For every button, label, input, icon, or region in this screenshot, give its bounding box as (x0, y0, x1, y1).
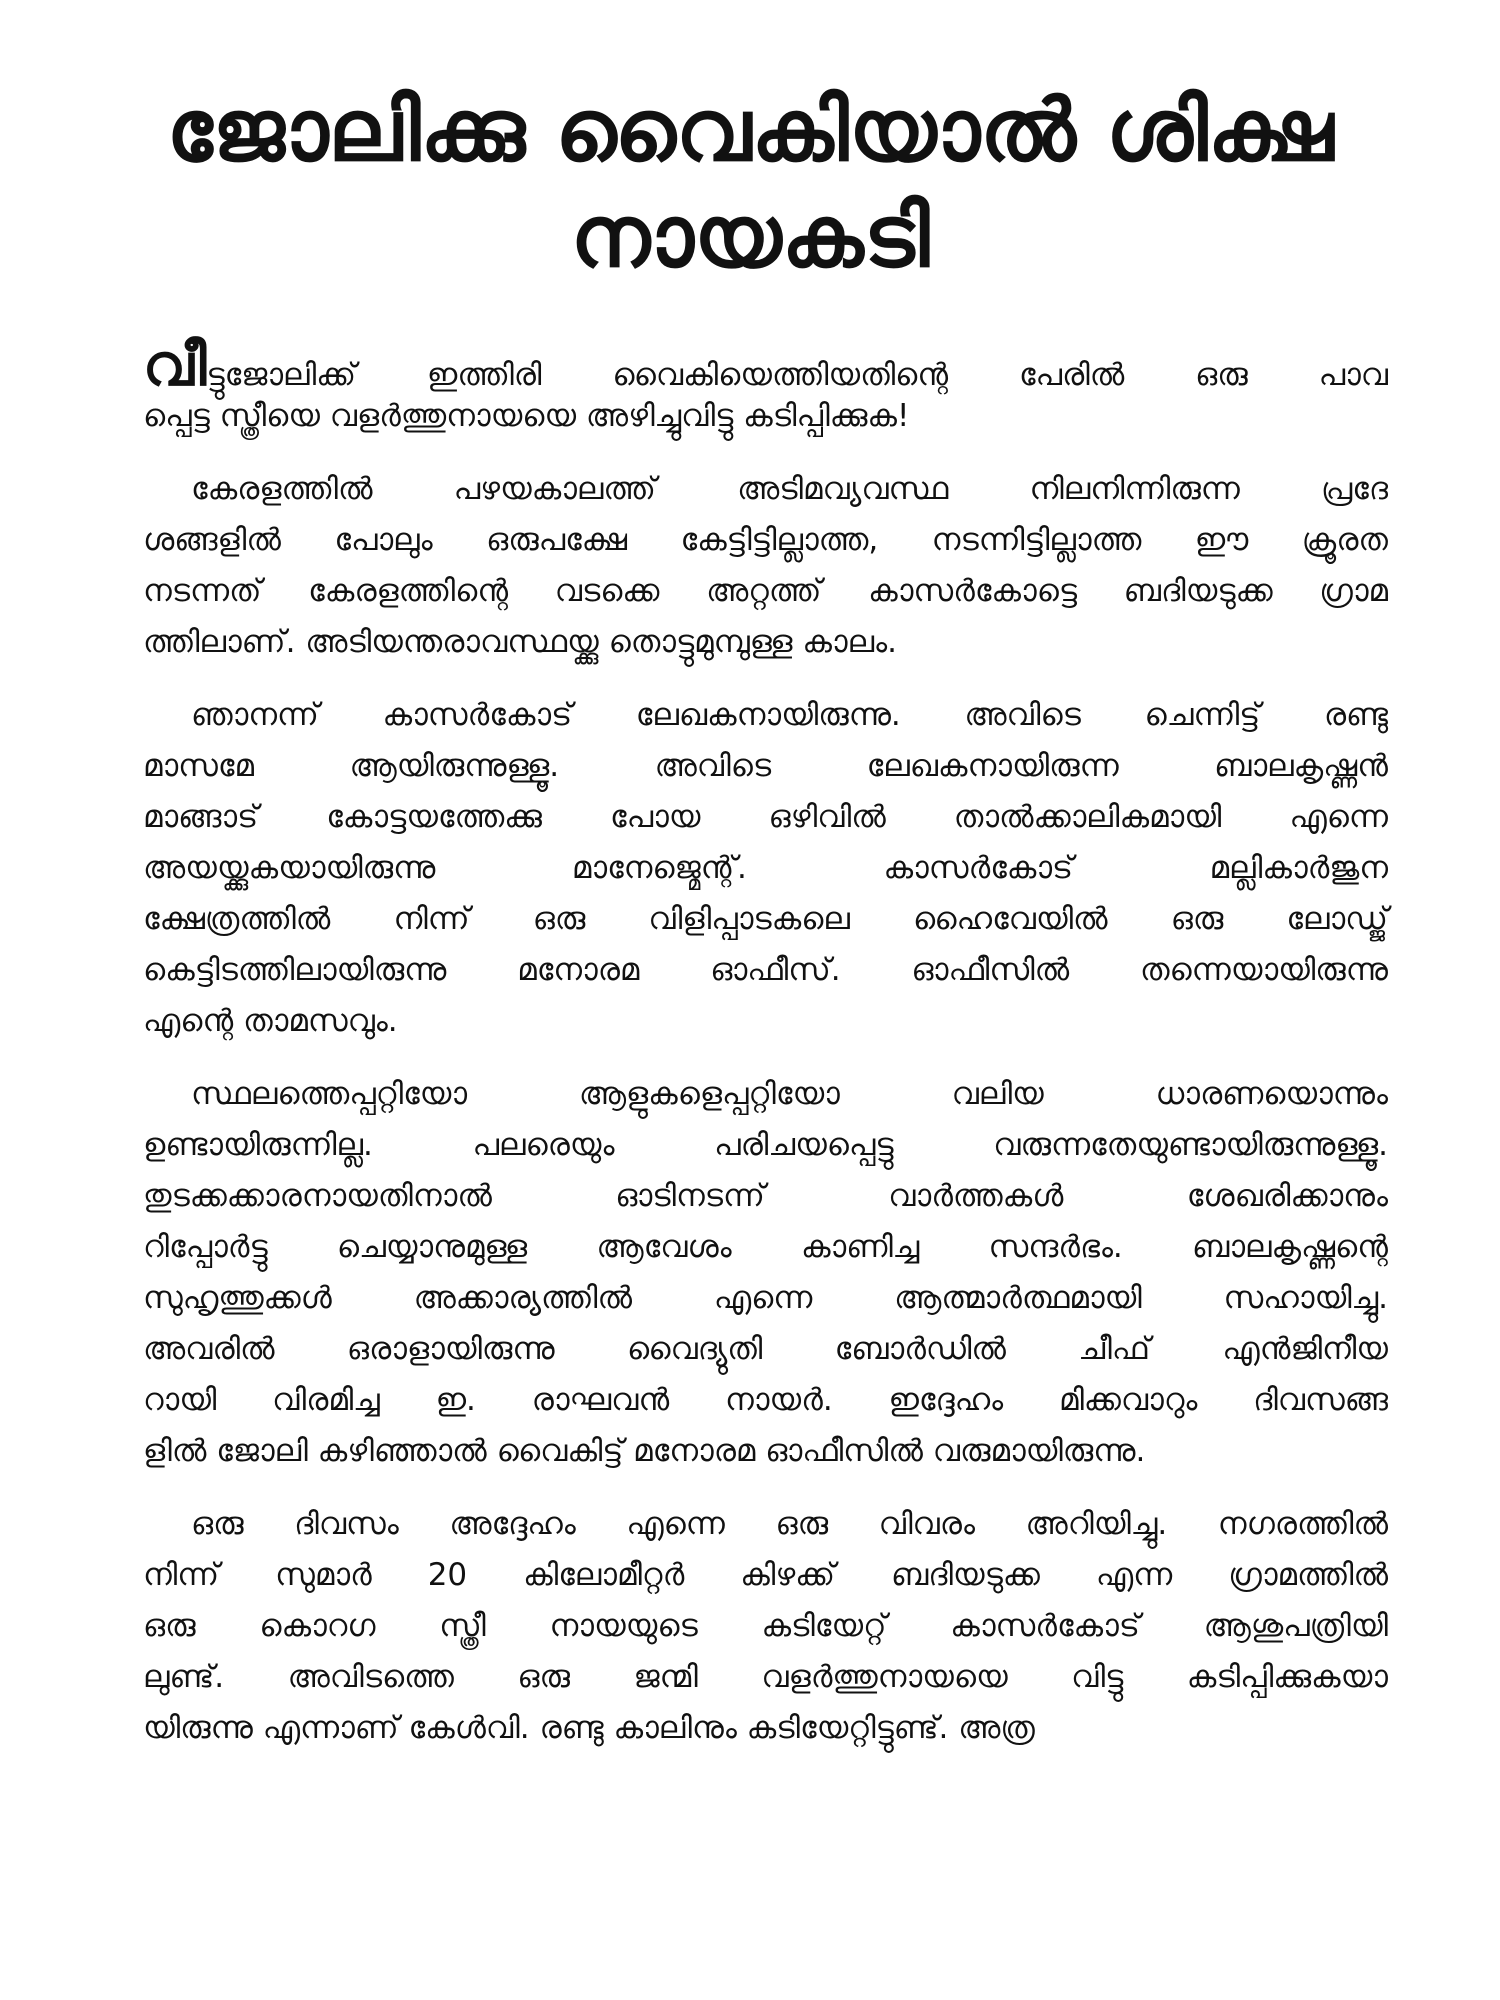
paragraph-line (143, 690, 1388, 741)
article-title-line-1: ജോലിക്കു വൈകിയാൽ ശിക്ഷ (166, 81, 1334, 181)
paragraph-line (143, 1375, 1388, 1426)
paragraph-line (143, 1652, 1388, 1703)
line-text: ളിൽ ജോലി കഴിഞ്ഞാൽ വൈകിട്ട് മനോരമ ഓഫീസിൽ വരുമായിരുന്നു. (143, 1433, 1146, 1469)
line-text: നിന്ന് സുമാർ 20 കിലോമീറ്റർ കിഴക്ക് ബദിയടുക്ക എന്ന ഗ്രാമത്തിൽ (143, 1557, 1388, 1593)
paragraph-line (143, 566, 1388, 617)
line-text: ഒരു കൊറഗ സ്ത്രീ നായയുടെ കടിയേറ്റ് കാസർകോട് ആശുപത്രിയി (143, 1608, 1388, 1644)
paragraph-line (143, 1120, 1388, 1171)
article-paragraph (143, 1069, 1388, 1477)
line-text: ലുണ്ട്. അവിടത്തെ ഒരു ജന്മി വളർത്തുനായയെ വിട്ടു കടിപ്പിക്കുകയാ (143, 1659, 1388, 1695)
paragraph-line (143, 792, 1388, 843)
line-text: കെട്ടിടത്തിലായിരുന്നു മനോരമ ഓഫീസ്. ഓഫീസിൽ തന്നെയായിരുന്നു (143, 952, 1388, 988)
line-text: അയയ്ക്കുകയായിരുന്നു മാനേജ്മെന്റ്. കാസർകോട് മല്ലികാർജുന (143, 850, 1388, 886)
paragraph-line (143, 741, 1388, 792)
line-text: പ്പെട്ട സ്ത്രീയെ വളർത്തുനായയെ അഴിച്ചുവിട്ടു കടിപ്പിക്കുക! (143, 398, 910, 434)
article-paragraph (143, 690, 1388, 1047)
line-text: ഒരു ദിവസം അദ്ദേഹം എന്നെ ഒരു വിവരം അറിയിച്ചു. നഗരത്തിൽ (191, 1506, 1388, 1542)
line-text: സുഹൃത്തുക്കൾ അക്കാര്യത്തിൽ എന്നെ ആത്മാർത്ഥമായി സഹായിച്ചു. (143, 1280, 1388, 1316)
line-text: കേരളത്തിൽ പഴയകാലത്ത് അടിമവ്യവസ്ഥ നിലനിന്നിരുന്ന പ്രദേ (191, 471, 1388, 507)
line-text: ക്ഷേത്രത്തിൽ നിന്ന് ഒരു വിളിപ്പാടകലെ ഹൈവേയിൽ ഒരു ലോഡ്ജ് (143, 901, 1388, 937)
line-text: ഞാനന്ന് കാസർകോട് ലേഖകനായിരുന്നു. അവിടെ ചെന്നിട്ട് രണ്ടു (191, 697, 1388, 733)
line-text: റിപ്പോർട്ടു ചെയ്യാനുമുള്ള ആവേശം കാണിച്ച സന്ദർഭം. ബാലകൃഷ്ണന്റെ (143, 1229, 1388, 1265)
paragraph-line (143, 617, 1388, 668)
article-paragraph (143, 1499, 1388, 1754)
paragraph-line (143, 1273, 1388, 1324)
line-text: ശങ്ങളിൽ പോലും ഒരുപക്ഷേ കേട്ടിട്ടില്ലാത്ത, നടന്നിട്ടില്ലാത്ത ഈ ക്രൂരത (143, 522, 1388, 558)
article-title-line-2: നായകടി (570, 187, 930, 287)
paragraph-line (143, 1499, 1388, 1550)
line-text: മാസമേ ആയിരുന്നുള്ളൂ. അവിടെ ലേഖകനായിരുന്ന ബാലകൃഷ്ണൻ (143, 748, 1388, 784)
paragraph-line (143, 843, 1388, 894)
paragraph-line (143, 331, 1388, 399)
line-text: എന്റെ താമസവും. (143, 1003, 398, 1039)
paragraph-line (143, 1550, 1388, 1601)
paragraph-line (143, 1426, 1388, 1477)
article-paragraph (143, 464, 1388, 668)
paragraph-line (143, 996, 1388, 1047)
line-text: നടന്നത് കേരളത്തിന്റെ വടക്കെ അറ്റത്ത് കാസർകോട്ടെ ബദിയടുക്ക ഗ്രാമ (143, 573, 1388, 609)
paragraph-line (143, 391, 1388, 442)
paragraph-line (143, 894, 1388, 945)
paragraph-line (143, 1069, 1388, 1120)
paragraph-line (143, 1703, 1388, 1754)
paragraph-line (143, 1171, 1388, 1222)
article-paragraph (143, 331, 1388, 442)
paragraph-line (143, 1601, 1388, 1652)
line-text: ത്തിലാണ്. അടിയന്തരാവസ്ഥയ്ക്കു തൊട്ടുമുമ്പുള്ള കാലം. (143, 624, 897, 660)
drop-cap: വീ (143, 331, 207, 399)
article-body (143, 331, 1388, 1776)
line-text: അവരിൽ ഒരാളായിരുന്നു വൈദ്യുതി ബോർഡിൽ ചീഫ് എൻജിനീയ (143, 1331, 1388, 1367)
paragraph-line (143, 515, 1388, 566)
line-text: ഉണ്ടായിരുന്നില്ല. പലരെയും പരിചയപ്പെട്ടു വരുന്നതേയുണ്ടായിരുന്നുള്ളൂ. (143, 1127, 1388, 1163)
line-text: റായി വിരമിച്ച ഇ. രാഘവൻ നായർ. ഇദ്ദേഹം മിക്കവാറും ദിവസങ്ങ (143, 1382, 1388, 1418)
paragraph-line (143, 464, 1388, 515)
line-text: സ്ഥലത്തെപ്പറ്റിയോ ആളുകളെപ്പറ്റിയോ വലിയ ധാരണയൊന്നും (191, 1076, 1388, 1112)
line-text: തുടക്കക്കാരനായതിനാൽ ഓടിനടന്ന് വാർത്തകൾ ശേഖരിക്കാനും (143, 1178, 1388, 1214)
paragraph-line (143, 1222, 1388, 1273)
line-text: ട്ടുജോലിക്ക് ഇത്തിരി വൈകിയെത്തിയതിന്റെ പേരിൽ ഒരു പാവ (206, 357, 1388, 393)
paragraph-line (143, 1324, 1388, 1375)
line-text: യിരുന്നു എന്നാണ് കേൾവി. രണ്ടു കാലിനും കടിയേറ്റിട്ടുണ്ട്. അത്ര (143, 1710, 1035, 1746)
paragraph-line (143, 945, 1388, 996)
line-text: മാങ്ങാട് കോട്ടയത്തേക്കു പോയ ഒഴിവിൽ താൽക്കാലികമായി എന്നെ (143, 799, 1388, 835)
